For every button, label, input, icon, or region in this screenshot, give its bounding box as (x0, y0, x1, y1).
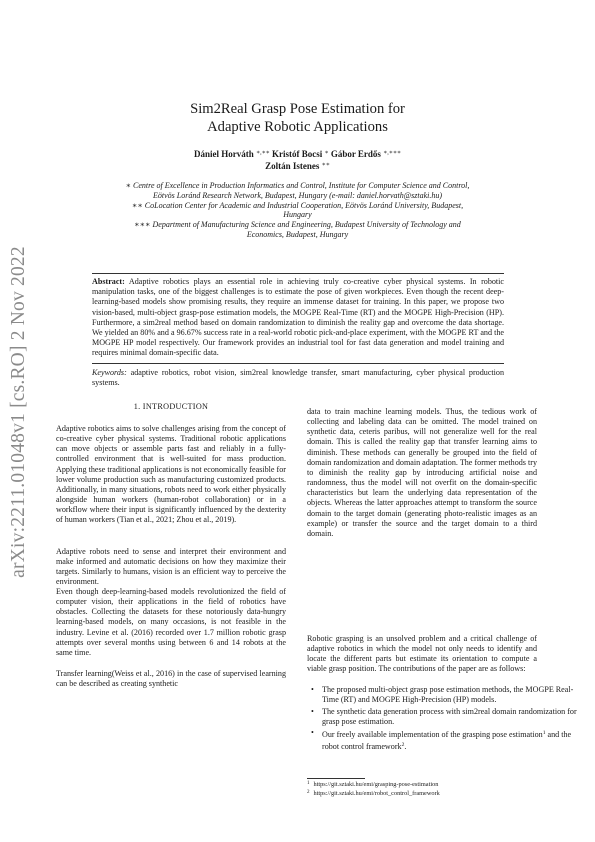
bullet-icon: • (311, 728, 314, 737)
author-4-mark: ∗∗ (321, 162, 330, 169)
list-item-text: The synthetic data generation process with sim2real domain randomization for grasp pose estimation. (322, 706, 577, 726)
intro-paragraph-1 (56, 424, 286, 526)
affiliation-2: ∗∗ CoLocation Center for Academic and Industrial Cooperation, Eötvös Loránd University, Budapest, Hungary (131, 200, 464, 220)
author-4: Zoltán Istenes (265, 161, 320, 172)
footnote-ref-2[interactable]: 2 (401, 742, 405, 749)
arxiv-identifier-text: arXiv:2211.01048v1 [cs.RO] 2 Nov 2022 (8, 246, 29, 578)
affiliation-3: ∗∗∗ Department of Manufacturing Science and Engineering, Budapest University of Technology and Economics, Budapest, Hungary (134, 220, 461, 239)
footnotes (307, 780, 547, 798)
list-item-text: and the robot control framework (322, 730, 572, 752)
affiliation-1: ∗ Centre of Excellence in Production Informatics and Control, Institute for Computer Science and Control, Eötvös Loránd Research Network, Budapest, Hungary (e-mail: daniel.horvath@sztaki.hu) (125, 181, 470, 200)
section-heading-introduction: 1. INTRODUCTION (133, 402, 209, 411)
abstract-top-rule (92, 273, 504, 274)
title-line-1: Sim2Real Grasp Pose Estimation for (190, 101, 405, 117)
footnote-ref-1[interactable]: 1 (542, 730, 546, 736)
keywords-label: Keywords: (92, 368, 127, 377)
author-1-mark: ∗,∗∗ (256, 150, 270, 156)
paragraph-text: Adaptive robots need to sense and interpret their environment and make informed and automatic decisions on how they maximize their targets. Similarly to humans, vision is an efficient way to perceive the environment. (56, 547, 286, 587)
intro-paragraph-3 (56, 587, 286, 658)
author-1: Dániel Horváth (194, 149, 254, 159)
abstract-text: Adaptive robotics plays an essential role in achieving truly co-creative cyber physical systems. In robotic manipulation tasks, one of the biggest challenges is to estimate the pose of given workpieces. Even though the recent deep-learning-based models show promising results, they require an immense dataset for training. In this paper, we propose two vision-based, multi-object grasp-pose estimation models, the MOGPE Real-Time (RT) and the MOGPE High-Precision (HP). Furthermore, a sim2real method based on domain randomization to diminish the reality gap and overcome the data shortage. We yielded an 80% and a 96.67% success rate in a real-world robotic pick-and-place experiment, with the MOGPE RT and the MOGPE HP model respectively. Our framework provides an industrial tool for fast data generation and model training and requires minimal domain-specific data. (92, 277, 505, 358)
paragraph-text: Even though deep-learning-based models revolutionized the field of computer vision, their applications in the field of robotics have obstacles. Collecting the datasets for these notoriously data-hungry learning-based models, on many occasions, is not feasible in the industry. Levine et al. (2016) recorded over 1.7 million robotic grasp attempts over several months using between 6 and 14 robots at the same time. (56, 587, 286, 657)
contributions-list (307, 685, 590, 754)
list-item (307, 685, 590, 705)
abstract-label: Abstract: (92, 277, 125, 286)
intro-paragraph-2 (56, 547, 286, 588)
list-item (307, 707, 590, 727)
list-item (307, 728, 590, 752)
title-line-2: Adaptive Robotic Applications (207, 119, 388, 135)
paragraph-text: Robotic grasping is an unsolved problem and a critical challenge of adaptive robotics in which the model not only needs to identify and locate the different parts but estimate its orientation to compute a viable grasp position. The contributions of the paper are as follows: (307, 634, 537, 674)
footnote-link[interactable]: https://git.sztaki.hu/emi/robot_control_framework (313, 790, 440, 798)
arxiv-identifier (5, 246, 33, 578)
bullet-icon: • (311, 706, 314, 716)
list-item-text: . (404, 742, 407, 752)
paragraph-text: Transfer learning(Weiss et al., 2016) in the case of supervised learning can be described as creating synthetic (56, 669, 286, 689)
right-paragraph-1 (307, 407, 537, 539)
right-paragraph-2 (307, 634, 537, 675)
author-list (90, 148, 505, 172)
keywords (92, 368, 504, 388)
bullet-icon: • (311, 685, 314, 694)
footnote-link[interactable]: https://git.sztaki.hu/emi/grasping-pose-estimation (313, 781, 439, 788)
paragraph-text: data to train machine learning models. Thus, the tedious work of collecting and labeling data can be omitted. The model trained on synthetic data, ceteris paribus, will not generalize well for the real domain. This is called the reality gap that transfer learning aims to diminish. These methods can generally be grouped into the field of domain randomization and domain adaptation. The former methods try to diminish the reality gap by introducing artificial noise and randomness, thus the model will not overfit on the domain-specific characteristics but learn the underlying data representation of the objects. Whereas the latter approaches attempt to transform the source domain to the target domain (generating photo-realistic images as an example) or transfer the source and the target domain to a third domain. (307, 407, 537, 538)
footnote-mark: 2 (307, 790, 310, 796)
author-2-mark: ∗ (324, 150, 329, 156)
keywords-text: adaptive robotics, robot vision, sim2real knowledge transfer, smart manufacturing, cyber physical production systems. (92, 368, 504, 388)
paper-title (100, 100, 495, 136)
author-3: Gábor Erdős (330, 149, 381, 159)
abstract-bottom-rule (92, 363, 504, 364)
footnote-mark: 1 (307, 781, 310, 786)
list-item-text: Our freely available implementation of the grasping pose estimation (322, 730, 543, 739)
footnote-2 (307, 789, 547, 798)
affiliations (120, 181, 475, 240)
author-2: Kristóf Bocsi (272, 149, 323, 159)
footnote-rule (307, 778, 365, 779)
list-item-text: The proposed multi-object grasp pose estimation methods, the MOGPE Real-Time (RT) and MOGPE High-Precision (HP) models. (322, 685, 574, 705)
intro-paragraph-4 (56, 669, 286, 689)
footnote-1 (307, 780, 547, 789)
abstract (92, 277, 504, 359)
author-3-mark: ∗,∗∗∗ (383, 150, 401, 156)
paragraph-text: Adaptive robotics aims to solve challenges arising from the concept of co-creative cyber physical systems. Traditional robotic applications can move objects or assemble parts fast and reliably in a fully-controlled environment that is well-suited for mass production. Applying these traditional applications is not economically feasible for lower volume production such as manufacturing customized products. Additionally, in many situations, robots need to work either physically alongside human workers (human-robot collaboration) or in a workflow where their input is significantly influenced by the dexterity of human workers (Tian et al., 2021; Zhou et al., 2019). (56, 424, 286, 525)
